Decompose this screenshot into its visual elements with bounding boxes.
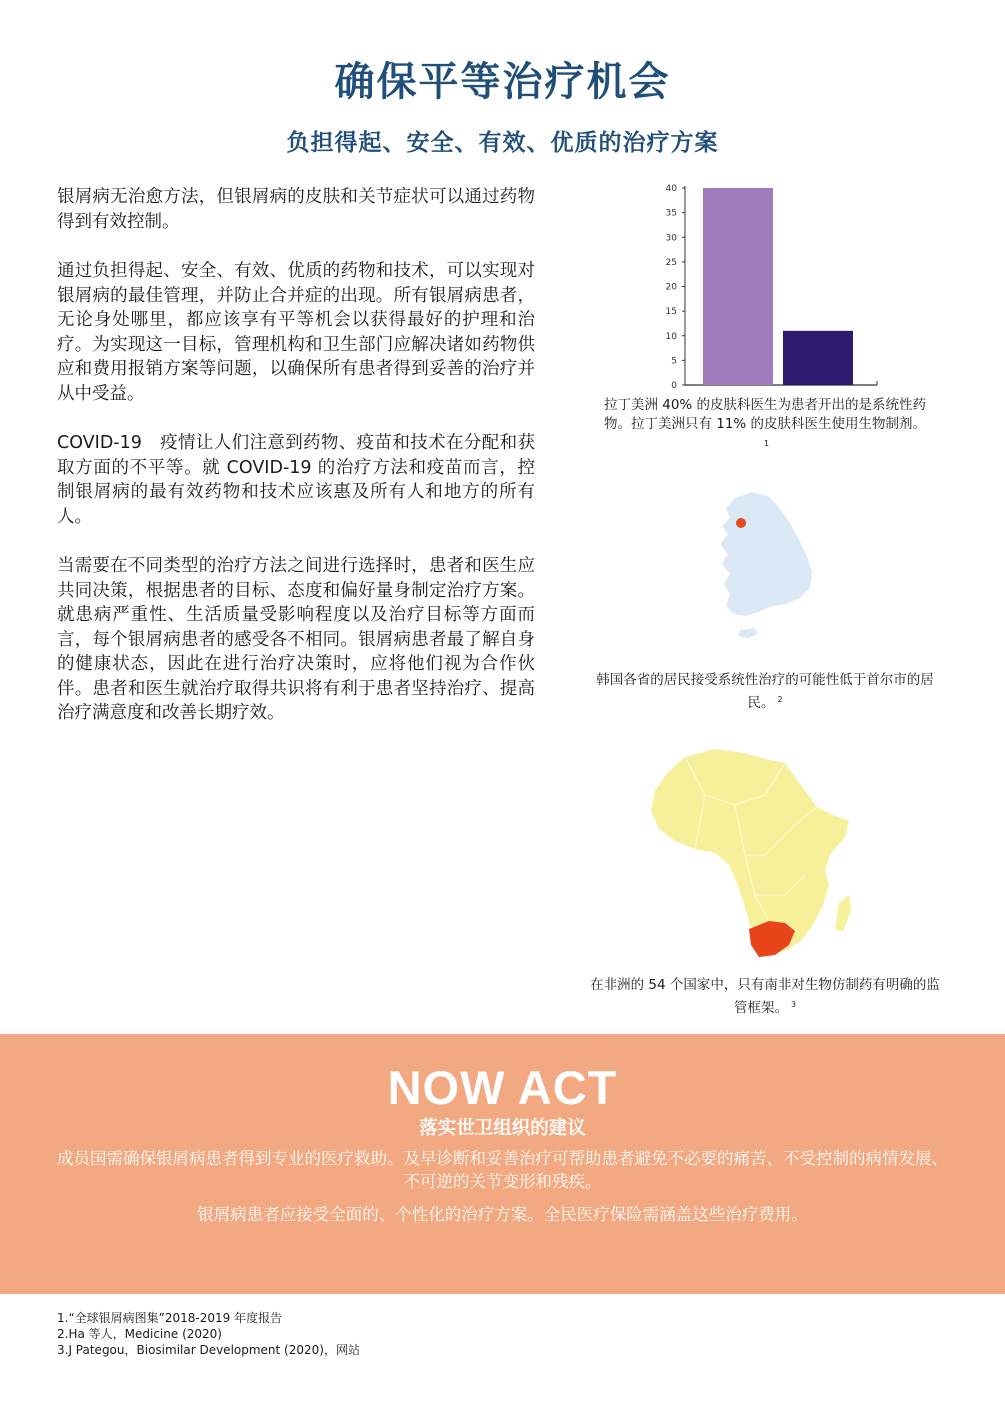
y-tick-label: 30 [665, 233, 677, 244]
chart-caption-ref: 1 [763, 439, 770, 448]
africa-caption [585, 976, 945, 1018]
y-tick-label: 25 [665, 257, 677, 268]
now-act-banner [0, 1034, 1005, 1294]
y-tick-label: 20 [665, 282, 677, 293]
africa-caption-text: 在非洲的 54 个国家中，只有南非对生物仿制药有明确的监管框架。 [590, 977, 940, 1016]
africa-map [645, 745, 860, 970]
page-subtitle: 负担得起、安全、有效、优质的治疗方案 [286, 130, 719, 156]
korea-caption [585, 671, 945, 713]
south-korea-map [700, 490, 820, 640]
bar-chart [655, 178, 895, 398]
south-africa-shape [749, 921, 795, 957]
references [57, 1310, 657, 1358]
chart-caption-text: 拉丁美洲 40% 的皮肤科医生为患者开出的是系统性药物。拉丁美洲只有 11% 的皮肤科医生使用生物制剂。 [603, 397, 927, 432]
y-tick-label: 35 [665, 208, 677, 219]
paragraph-4: 当需要在不同类型的治疗方法之间进行选择时，患者和医生应共同决策，根据患者的目标、态度和偏好量身制定治疗方案。就患病严重性、生活质量受影响程度以及治疗目标等方面而言，每个银屑病患者的感受各不相同。银屑病患者最了解自身的健康状态，因此在进行治疗决策时，应将他们视为合作伙伴。患者和医生就治疗取得共识将有利于患者坚持治疗、提高治疗满意度和改善长期疗效。 [57, 556, 535, 723]
now-act-paragraph-1: 成员国需确保银屑病患者得到专业的医疗救助。及早诊断和妥善治疗可帮助患者避免不必要的痛苦、不受控制的病情发展、不可逆的关节变形和残疾。 [57, 1149, 948, 1191]
now-act-paragraph-2: 银屑病患者应接受全面的、个性化的治疗方案。全民医疗保险需涵盖这些治疗费用。 [197, 1205, 808, 1224]
paragraph-2: 通过负担得起、安全、有效、优质的药物和技术，可以实现对银屑病的最佳管理，并防止合并症的出现。所有银屑病患者，无论身处哪里，都应该享有平等机会以获得最好的护理和治疗。为实现这一目标，管理机构和卫生部门应解决诸如药物供应和费用报销方案等问题，以确保所有患者得到妥善的治疗并从中受益。 [57, 261, 535, 404]
bar-2 [783, 331, 853, 385]
paragraph-3: COVID-19 疫情让人们注意到药物、疫苗和技术在分配和获取方面的不平等。就 COVID-19 的治疗方法和疫苗而言，控制银屑病的最有效药物和技术应该惠及所有人和地方的所有人。 [57, 433, 535, 527]
page-title: 确保平等治疗机会 [334, 59, 671, 105]
y-tick-label: 15 [665, 307, 677, 318]
body-text [57, 185, 535, 751]
now-act-subtitle: 落实世卫组织的建议 [419, 1118, 586, 1139]
paragraph-1: 银屑病无治愈方法，但银屑病的皮肤和关节症状可以通过药物得到有效控制。 [57, 187, 535, 232]
south-korea-shape [720, 492, 812, 638]
now-act-title: NOW ACT [387, 1061, 618, 1114]
korea-caption-text: 韩国各省的居民接受系统性治疗的可能性低于首尔市的居民。 [596, 672, 934, 711]
y-tick-label: 10 [665, 331, 677, 342]
reference-2: 2.Ha 等人，Medicine (2020) [57, 1327, 222, 1341]
bar-chart-svg [655, 178, 895, 398]
seoul-marker [736, 518, 746, 528]
y-tick-label: 0 [671, 381, 677, 391]
korea-caption-ref: 2 [777, 695, 783, 704]
africa-caption-ref: 3 [790, 1000, 797, 1009]
reference-1: 1.“全球银屑病图集”2018-2019 年度报告 [57, 1311, 283, 1325]
bar-1 [703, 188, 773, 385]
reference-3: 3.J Pategou，Biosimilar Development (2020)，网站 [57, 1343, 360, 1357]
chart-caption [600, 396, 930, 457]
africa-shape [651, 749, 851, 955]
y-tick-label: 5 [671, 356, 677, 367]
y-tick-label: 40 [665, 184, 677, 194]
